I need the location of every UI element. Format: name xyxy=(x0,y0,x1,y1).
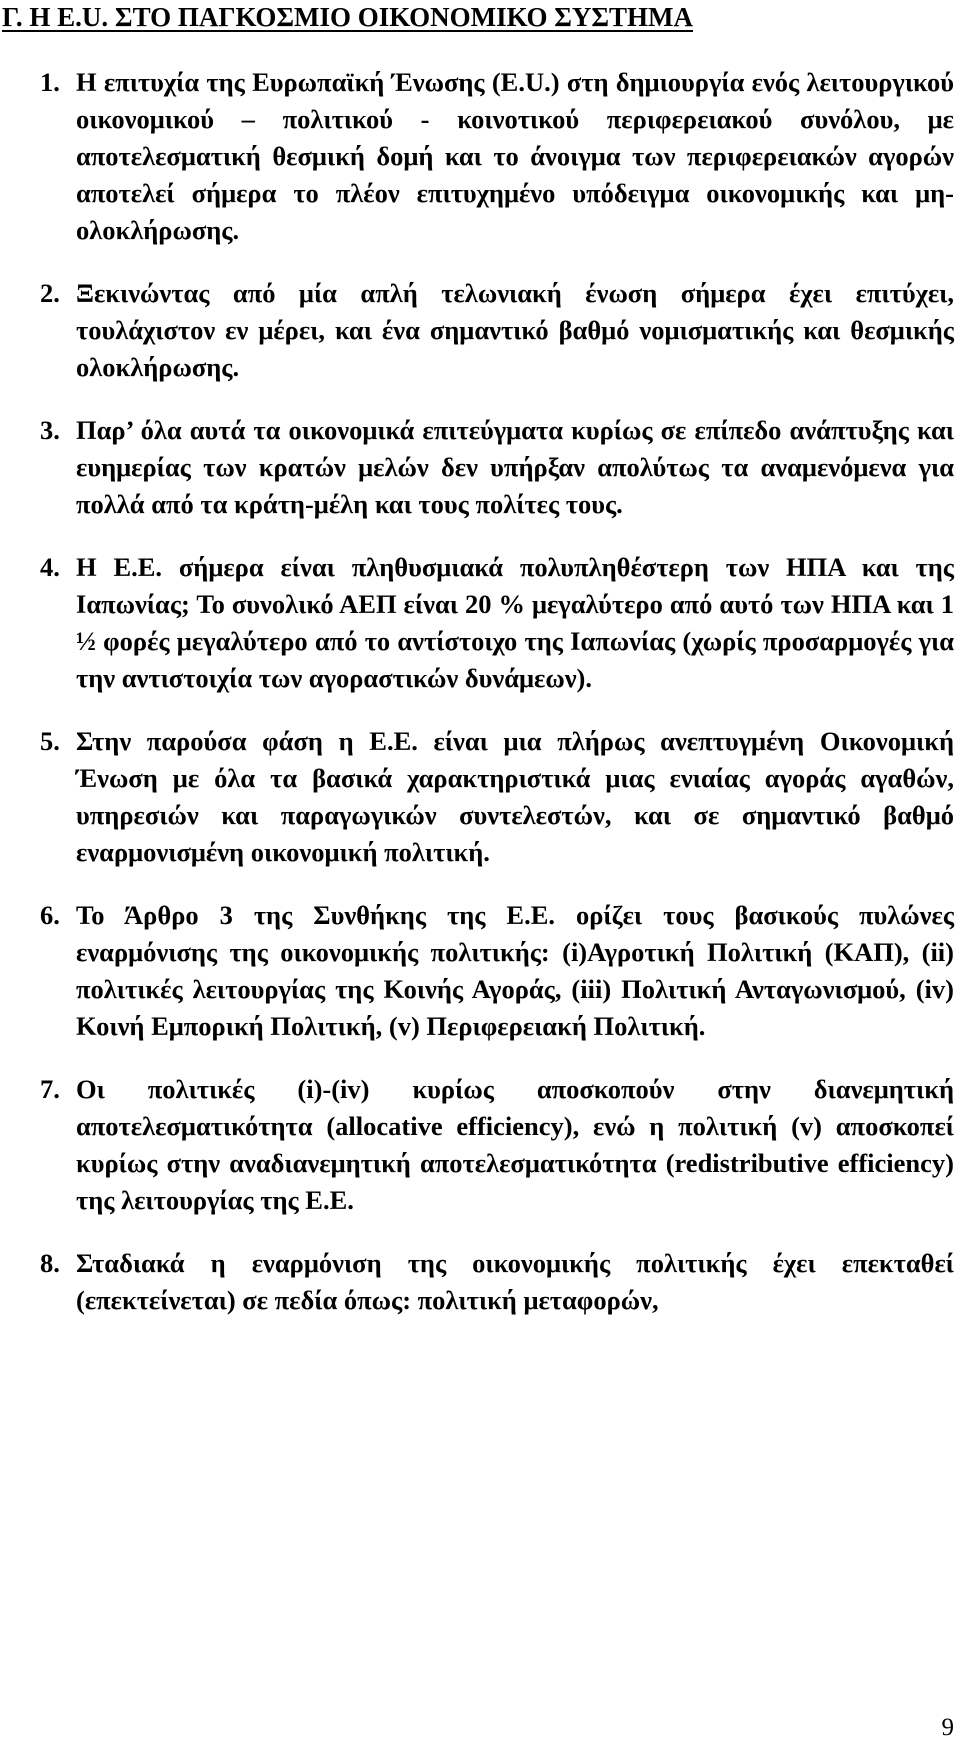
item-number: 8. xyxy=(40,1248,60,1278)
item-text: Η Ε.Ε. σήμερα είναι πληθυσμιακά πολυπληθέστερη των ΗΠΑ και της Ιαπωνίας; Το συνολικό ΑΕΠ είναι 20 % μεγαλύτερο από αυτό των ΗΠΑ και 1 ½ φορές μεγαλύτερο από το αντίστοιχο της Ιαπωνίας (χωρίς προσαρμογές για την αντιστοιχία των αγοραστικών δυνάμεων). xyxy=(76,552,954,693)
item-number: 7. xyxy=(40,1074,60,1104)
list-item xyxy=(40,1245,954,1319)
list-item xyxy=(40,897,954,1045)
list-item xyxy=(40,64,954,249)
item-number: 2. xyxy=(40,278,60,308)
item-text: Οι πολιτικές (i)-(iv) κυρίως αποσκοπούν στην διανεμητική αποτελεσματικότητα (allocative efficiency), ενώ η πολιτική (v) αποσκοπεί κυρίως στην αναδιανεμητική αποτελεσματικότητα (redistributive efficiency) της λειτουργίας της Ε.Ε. xyxy=(76,1074,954,1215)
item-number: 3. xyxy=(40,415,60,445)
item-text: Το Άρθρο 3 της Συνθήκης της Ε.Ε. ορίζει τους βασικούς πυλώνες εναρμόνισης της οικονομικής πολιτικής: (i)Αγροτική Πολιτική (ΚΑΠ), (ii) πολιτικές λειτουργίας της Κοινής Αγοράς, (iii) Πολιτική Ανταγωνισμού, (iv) Κοινή Εμπορική Πολιτική, (v) Περιφερειακή Πολιτική. xyxy=(76,900,954,1041)
item-text: Στην παρούσα φάση η Ε.Ε. είναι μια πλήρως ανεπτυγμένη Οικονομική Ένωση με όλα τα βασικά χαρακτηριστικά μιας ενιαίας αγοράς αγαθών, υπηρεσιών και παραγωγικών συντελεστών, και σε σημαντικό βαθμό εναρμονισμένη οικονομική πολιτική. xyxy=(76,726,954,867)
item-number: 5. xyxy=(40,726,60,756)
numbered-list xyxy=(40,64,954,1345)
item-number: 6. xyxy=(40,900,60,930)
list-item xyxy=(40,549,954,697)
page-number: 9 xyxy=(941,1714,954,1741)
item-text: Παρ’ όλα αυτά τα οικονομικά επιτεύγματα κυρίως σε επίπεδο ανάπτυξης και ευημερίας των κρατών μελών δεν υπήρξαν απολύτως τα αναμενόμενα για πολλά από τα κράτη-μέλη και τους πολίτες τους. xyxy=(76,415,954,519)
item-text: Ξεκινώντας από μία απλή τελωνιακή ένωση σήμερα έχει επιτύχει, τουλάχιστον εν μέρει, και ένα σημαντικό βαθμό νομισματικής και θεσμικής ολοκλήρωσης. xyxy=(76,278,954,382)
item-number: 1. xyxy=(40,67,60,97)
page-title: Γ. Η Ε.U. ΣΤΟ ΠΑΓΚΟΣΜΙΟ ΟΙΚΟΝΟΜΙΚΟ ΣΥΣΤΗΜΑ xyxy=(2,2,693,32)
item-text: Σταδιακά η εναρμόνιση της οικονομικής πολιτικής έχει επεκταθεί (επεκτείνεται) σε πεδία όπως: πολιτική μεταφορών, xyxy=(76,1248,954,1315)
item-number: 4. xyxy=(40,552,60,582)
list-item xyxy=(40,1071,954,1219)
list-item xyxy=(40,412,954,523)
list-item xyxy=(40,723,954,871)
list-item xyxy=(40,275,954,386)
item-text: Η επιτυχία της Ευρωπαϊκή Ένωσης (Ε.U.) στη δημιουργία ενός λειτουργικού οικονομικού – πολιτικού - κοινοτικού περιφερειακού συνόλου, με αποτελεσματική θεσμική δομή και το άνοιγμα των περιφερειακών αγορών αποτελεί σήμερα το πλέον επιτυχημένο υπόδειγμα οικονομικής και μη-ολοκλήρωσης. xyxy=(76,67,954,245)
